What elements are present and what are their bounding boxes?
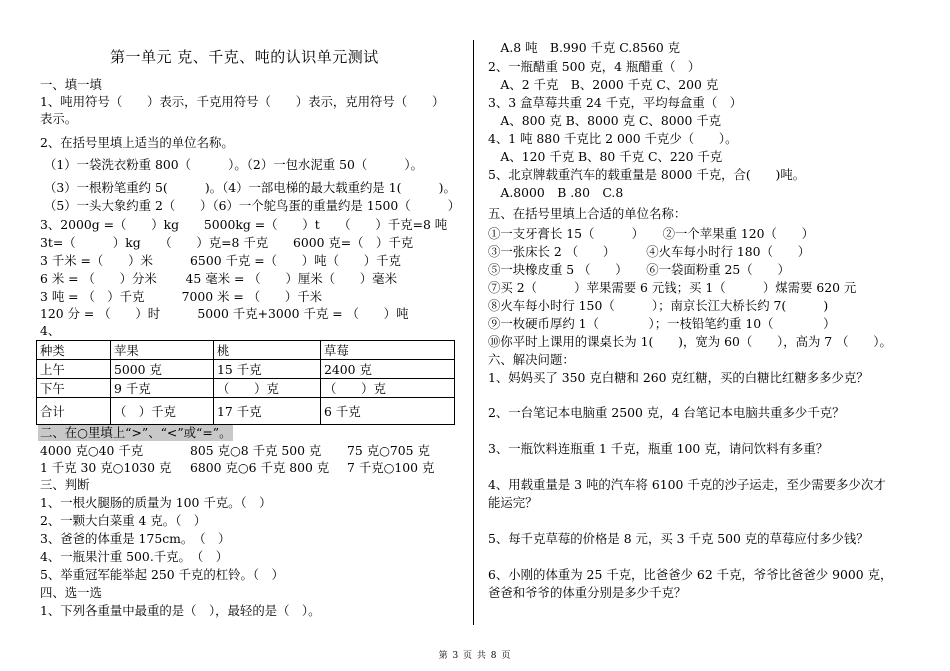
compare-item: 75 克○705 克 — [347, 443, 430, 458]
question-line: 1、下列各重量中最重的是（ ），最轻的是（ ）。 — [40, 603, 321, 618]
question-line: 3、一瓶饮料连瓶重 1 千克，瓶重 100 克，请问饮料有多重？ — [488, 441, 829, 456]
table-cell: （ ）克 — [214, 379, 321, 398]
table-row — [37, 360, 455, 379]
page-footer: 第 3 页 共 8 页 — [438, 651, 512, 661]
question-line: 5、北京牌载重汽车的载重量是 8000 千克，合( )吨。 — [488, 167, 806, 182]
question-line: A.8 吨 B.990 千克 C.8560 克 — [488, 40, 681, 55]
question-line: A.8000 B .80 C.8 — [488, 185, 624, 200]
table-cell: 桃 — [214, 341, 321, 360]
question-line: （5）一头大象约重 2（ ）（6）一个鸵鸟蛋的重量约是 1500（ ） — [44, 198, 461, 213]
question-line: （3）一根粉笔重约 5( )。（4）一部电梯的最大载重约是 1( )。 — [44, 180, 456, 195]
question-line: 2、一台笔记本电脑重 2500 克，4 台笔记本电脑共重多少千克？ — [488, 405, 845, 420]
table-cell: 上午 — [37, 360, 111, 379]
table-cell: 种类 — [37, 341, 111, 360]
section-heading-compare: 二、在○里填上“>”、“<”或“=”。 — [40, 425, 232, 440]
table-cell: 15 千克 — [214, 360, 321, 379]
question-line: 5、举重冠军能举起 250 千克的杠铃。（ ） — [40, 567, 284, 582]
question-line: 1、妈妈买了 350 克白糖和 260 克红糖，买的白糖比红糖多多少克？ — [488, 370, 869, 385]
question-line: 120 分 = （ ）时 5000 千克+3000 千克 = （ ）吨 — [40, 306, 409, 321]
compare-item: 1 千克 30 克○1030 克 — [40, 460, 172, 475]
question-line: 4、1 吨 880 千克比 2 000 千克少（ ）。 — [488, 131, 738, 146]
section-heading-choose: 四、选一选 — [40, 585, 102, 600]
compare-item: 7 千克○100 克 — [347, 460, 435, 475]
table-row — [37, 398, 455, 425]
question-line: 1、吨用符号（ ）表示，千克用符号（ ）表示，克用符号（ ） — [40, 94, 445, 109]
column-divider — [473, 40, 474, 625]
table-cell: 合计 — [37, 398, 111, 425]
question-line: 6 米 = （ ）分米 45 毫米 = （ ）厘米（ ）毫米 — [40, 271, 397, 286]
question-line: 3 千米 =（ ）米 6500 千克 =（ ）吨（ ）千克 — [40, 253, 401, 268]
section-heading-solve: 六、解决问题： — [488, 352, 575, 367]
table-cell: （ ）千克 — [111, 398, 214, 425]
table-cell: 9 千克 — [111, 379, 214, 398]
table-cell: 2400 克 — [321, 360, 455, 379]
question-line: 3t=（ ）kg （ ）克=8 千克 6000 克=（ ）千克 — [40, 235, 414, 250]
question-line: A、120 千克 B、80 千克 C、220 千克 — [488, 149, 723, 164]
question-line: A、800 克 B、8000 克 C、8000 千克 — [488, 113, 722, 128]
question-line: 3 吨 = （ ）千克 7000 米 = （ ）千米 — [40, 289, 323, 304]
question-line: 2、一颗大白菜重 4 克。（ ） — [40, 513, 207, 528]
question-line: 3、2000g =（ ）kg 5000kg =（ ）t （ ）千克=8 吨 — [40, 217, 448, 232]
question-line: 1、一根火腿肠的质量为 100 千克。（ ） — [40, 495, 272, 510]
section-heading-units: 五、在括号里填上合适的单位名称： — [488, 206, 687, 221]
question-line: 3、3 盒草莓共重 24 千克，平均每盒重（ ） — [488, 95, 742, 110]
table-cell: 草莓 — [321, 341, 455, 360]
section-heading-fill: 一、填一填 — [40, 77, 102, 92]
page-title: 第一单元 克、千克、吨的认识单元测试 — [110, 48, 379, 66]
question-line: （1）一袋洗衣粉重 800（ ）。（2）一包水泥重 50（ ）。 — [44, 157, 424, 172]
table-cell: 苹果 — [111, 341, 214, 360]
question-line: A、2 千克 B、2000 千克 C、200 克 — [488, 77, 719, 92]
question-line: ③一张床长 2 （ ） ④火车每小时行 180（ ） — [488, 244, 811, 259]
question-line: 6、小刚的体重为 25 千克，比爸爸少 62 千克，爷爷比爸爸少 9000 克， — [488, 567, 893, 582]
question-line: ①一支牙膏长 15（ ） ②一个苹果重 120（ ） — [488, 226, 815, 241]
question-line: 3、爸爸的体重是 175cm。 （ ） — [40, 531, 231, 546]
question-line: ⑧火车每小时行 150（ ）；南京长江大桥长约 7( ) — [488, 298, 829, 313]
fruit-weight-table — [36, 340, 455, 425]
question-line: 爸爸和爷爷的体重分别是多少千克？ — [488, 585, 687, 600]
question-line: 4、用载重量是 3 吨的汽车将 6100 千克的沙子运走，至少需要多少次才 — [488, 477, 886, 492]
table-row — [37, 341, 455, 360]
table-cell: 下午 — [37, 379, 111, 398]
table-cell: （ ）克 — [321, 379, 455, 398]
question-line: 4、一瓶果汁重 500.千克。 （ ） — [40, 549, 229, 564]
question-line: 4、 — [40, 323, 61, 338]
compare-item: 4000 克○40 千克 — [40, 443, 144, 458]
compare-item: 6800 克○6 千克 800 克 — [190, 460, 330, 475]
table-row — [37, 379, 455, 398]
question-line: 能运完？ — [488, 495, 538, 510]
question-line: ⑨一枚硬币厚约 1（ ）；一枝铅笔约重 10（ ） — [488, 316, 836, 331]
question-line: 2、在括号里填上适当的单位名称。 — [40, 135, 234, 150]
question-line: 表示。 — [40, 111, 78, 126]
table-cell: 5000 克 — [111, 360, 214, 379]
question-line: ⑩你平时上课用的课桌长为 1( )，宽为 60（ ），高为 7 （ ）。 — [488, 334, 892, 349]
question-line: ⑦买 2（ ）苹果需要 6 元钱；买 1（ ）煤需要 620 元 — [488, 280, 857, 295]
question-line: 5、每千克草莓的价格是 8 元，买 3 千克 500 克的草莓应付多少钱？ — [488, 531, 869, 546]
question-line: ⑤一块橡皮重 5 （ ） ⑥一袋面粉重 25（ ） — [488, 262, 790, 277]
table-cell: 17 千克 — [214, 398, 321, 425]
question-line: 2、一瓶醋重 500 克，4 瓶醋重（ ） — [488, 59, 701, 74]
section-heading-judge: 三、判断 — [40, 477, 90, 492]
compare-item: 805 克○8 千克 500 克 — [190, 443, 322, 458]
table-cell: 6 千克 — [321, 398, 455, 425]
